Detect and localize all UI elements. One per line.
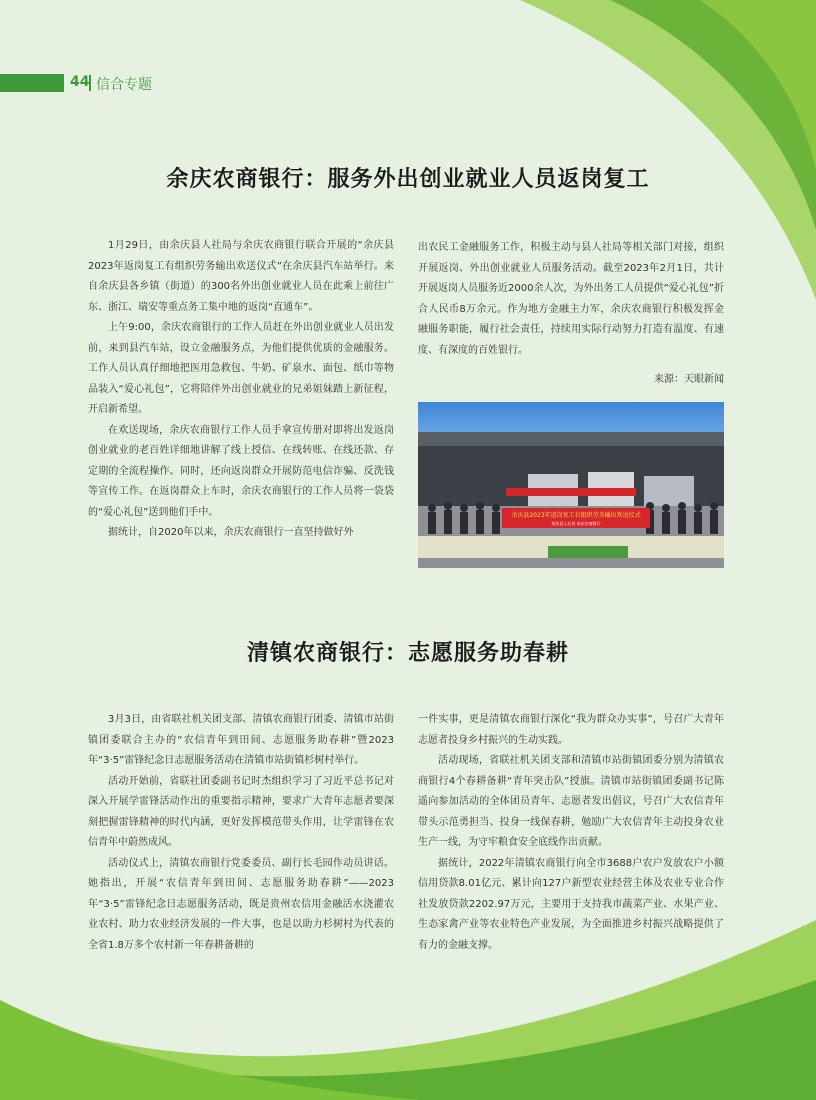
article2-paragraph-continued: 一件实事，更是清镇农商银行深化“我为群众办实事”，号召广大青年志愿者投身乡村振兴的生动实践。: [418, 714, 724, 746]
header-accent-bar: [0, 74, 64, 92]
photo-gift-boxes: [548, 546, 628, 558]
article2-title: 清镇农商银行：志愿服务助春耕: [246, 641, 569, 666]
photo-banner-subtext: 余庆县人社局 余庆农商银行: [551, 521, 601, 526]
article2-paragraph-5: 据统计，2022年清镇农商银行向全市3688户农户发放农户小额信用贷款8.01亿元、累计向127户新型农业经营主体及农业专业合作社发放贷款2202.97万元，主要用于支持我市蔬菜产业、水果产业、生态家禽产业等农业特色产业发展，为全面推进乡村振兴战略提供了有力的金融支撑。: [418, 857, 724, 951]
article1-title: 余庆农商银行：服务外出创业就业人员返岗复工: [166, 167, 650, 192]
article1-left-column: [88, 236, 394, 544]
article1-paragraph-3: 在欢送现场，余庆农商银行工作人员手拿宣传册对即将出发返岗创业就业的老百姓详细地讲解了线上授信、在线转账、在线还款、存定期的全流程操作。同时，还向返岗群众开展防范电信诈骗、反洗钱等宣传工作。在返岗群众上车时，余庆农商银行的工作人员将一袋袋的“爱心礼包”送到他们手中。: [88, 424, 394, 518]
article1-source: 来源：天眼新闻: [654, 374, 724, 385]
article2-left-column: [88, 710, 394, 956]
article1-paragraph-2: 上午9:00，余庆农商银行的工作人员赶在外出创业就业人员出发前，来到县汽车站，设立金融服务点，为他们提供优质的金融服务。工作人员认真仔细地把医用急救包、牛奶、矿泉水、面包、纸巾等物品装入“爱心礼包”，它将陪伴外出创业就业的兄弟姐妹踏上新征程，开启新希望。: [88, 322, 394, 415]
photo-canopy: [418, 432, 724, 446]
photo-banner-text: 余庆县2023年返岗复工有组织劳务输出欢送仪式: [511, 512, 641, 519]
article2-paragraph-2: 活动开始前，省联社团委副书记时杰组织学习了习近平总书记对深入开展学雷锋活动作出的重要指示精神，要求广大青年志愿者要深刻把握雷锋精神的时代内涵，更好发挥模范带头作用，让学雷锋在农信青年中蔚然成风。: [88, 775, 394, 848]
article1-photo: [418, 402, 724, 568]
article1-paragraph-continued: 出农民工金融服务工作，积极主动与县人社局等相关部门对接，组织开展返岗、外出创业就业人员服务活动。截至2023年2月1日，共计开展返岗人员服务近2000余人次，为外出务工人员提供“爱心礼包”折合人民币8万余元。作为地方金融主力军，余庆农商银行积极发挥金融服务职能，履行社会责任，持续用实际行动努力打造有温度、有速度、有深度的百姓银行。: [418, 242, 724, 356]
article1-paragraph-4: 据统计，自2020年以来，余庆农商银行一直坚持做好外: [108, 527, 354, 538]
article2-paragraph-3: 活动仪式上，清镇农商银行党委委员、副行长毛园作动员讲话。她指出，开展“农信青年到田间、志愿服务助春耕”——2023年“3·5”雷锋纪念日志愿服务活动，既是贵州农信用金融活水浇灌农业农村、助力农业经济发展的一件大事，也是以助力杉树村为代表的全省1.8万多个农村新一年春耕备耕的: [88, 857, 394, 951]
header-divider: [89, 75, 91, 91]
article1-right-column: [418, 238, 724, 361]
article2-paragraph-4: 活动现场，省联社机关团支部和清镇市站街镇团委分别为清镇农商银行4个春耕备耕“青年突击队”授旗。清镇市站街镇团委副书记陈遥向参加活动的全体团员青年、志愿者发出倡议，号召广大农信青年带头示范勇担当、投身一线保春耕，勉励广大农信青年主动投身农业生产一线，为守牢粮食安全底线作出贡献。: [418, 755, 724, 848]
article2-paragraph-1: 3月3日，由省联社机关团支部、清镇农商银行团委、清镇市站街镇团委联合主办的“农信青年到田间、志愿服务助春耕”暨2023年“3·5”雷锋纪念日志愿服务活动在清镇市站街镇杉树村举行。: [88, 714, 394, 766]
article1-paragraph-1: 1月29日，由余庆县人社局与余庆农商银行联合开展的“余庆县2023年返岗复工有组织劳务输出欢送仪式”在余庆县汽车站举行。来自余庆县各乡镇（街道）的300名外出创业就业人员在此乘上前往广东、浙江、瑞安等重点务工集中地的返岗“直通车”。: [88, 240, 394, 313]
page-number: 44: [70, 74, 90, 90]
article2-right-column: [418, 710, 724, 956]
section-name: 信合专题: [96, 77, 152, 93]
photo-banner-top: [506, 488, 636, 496]
